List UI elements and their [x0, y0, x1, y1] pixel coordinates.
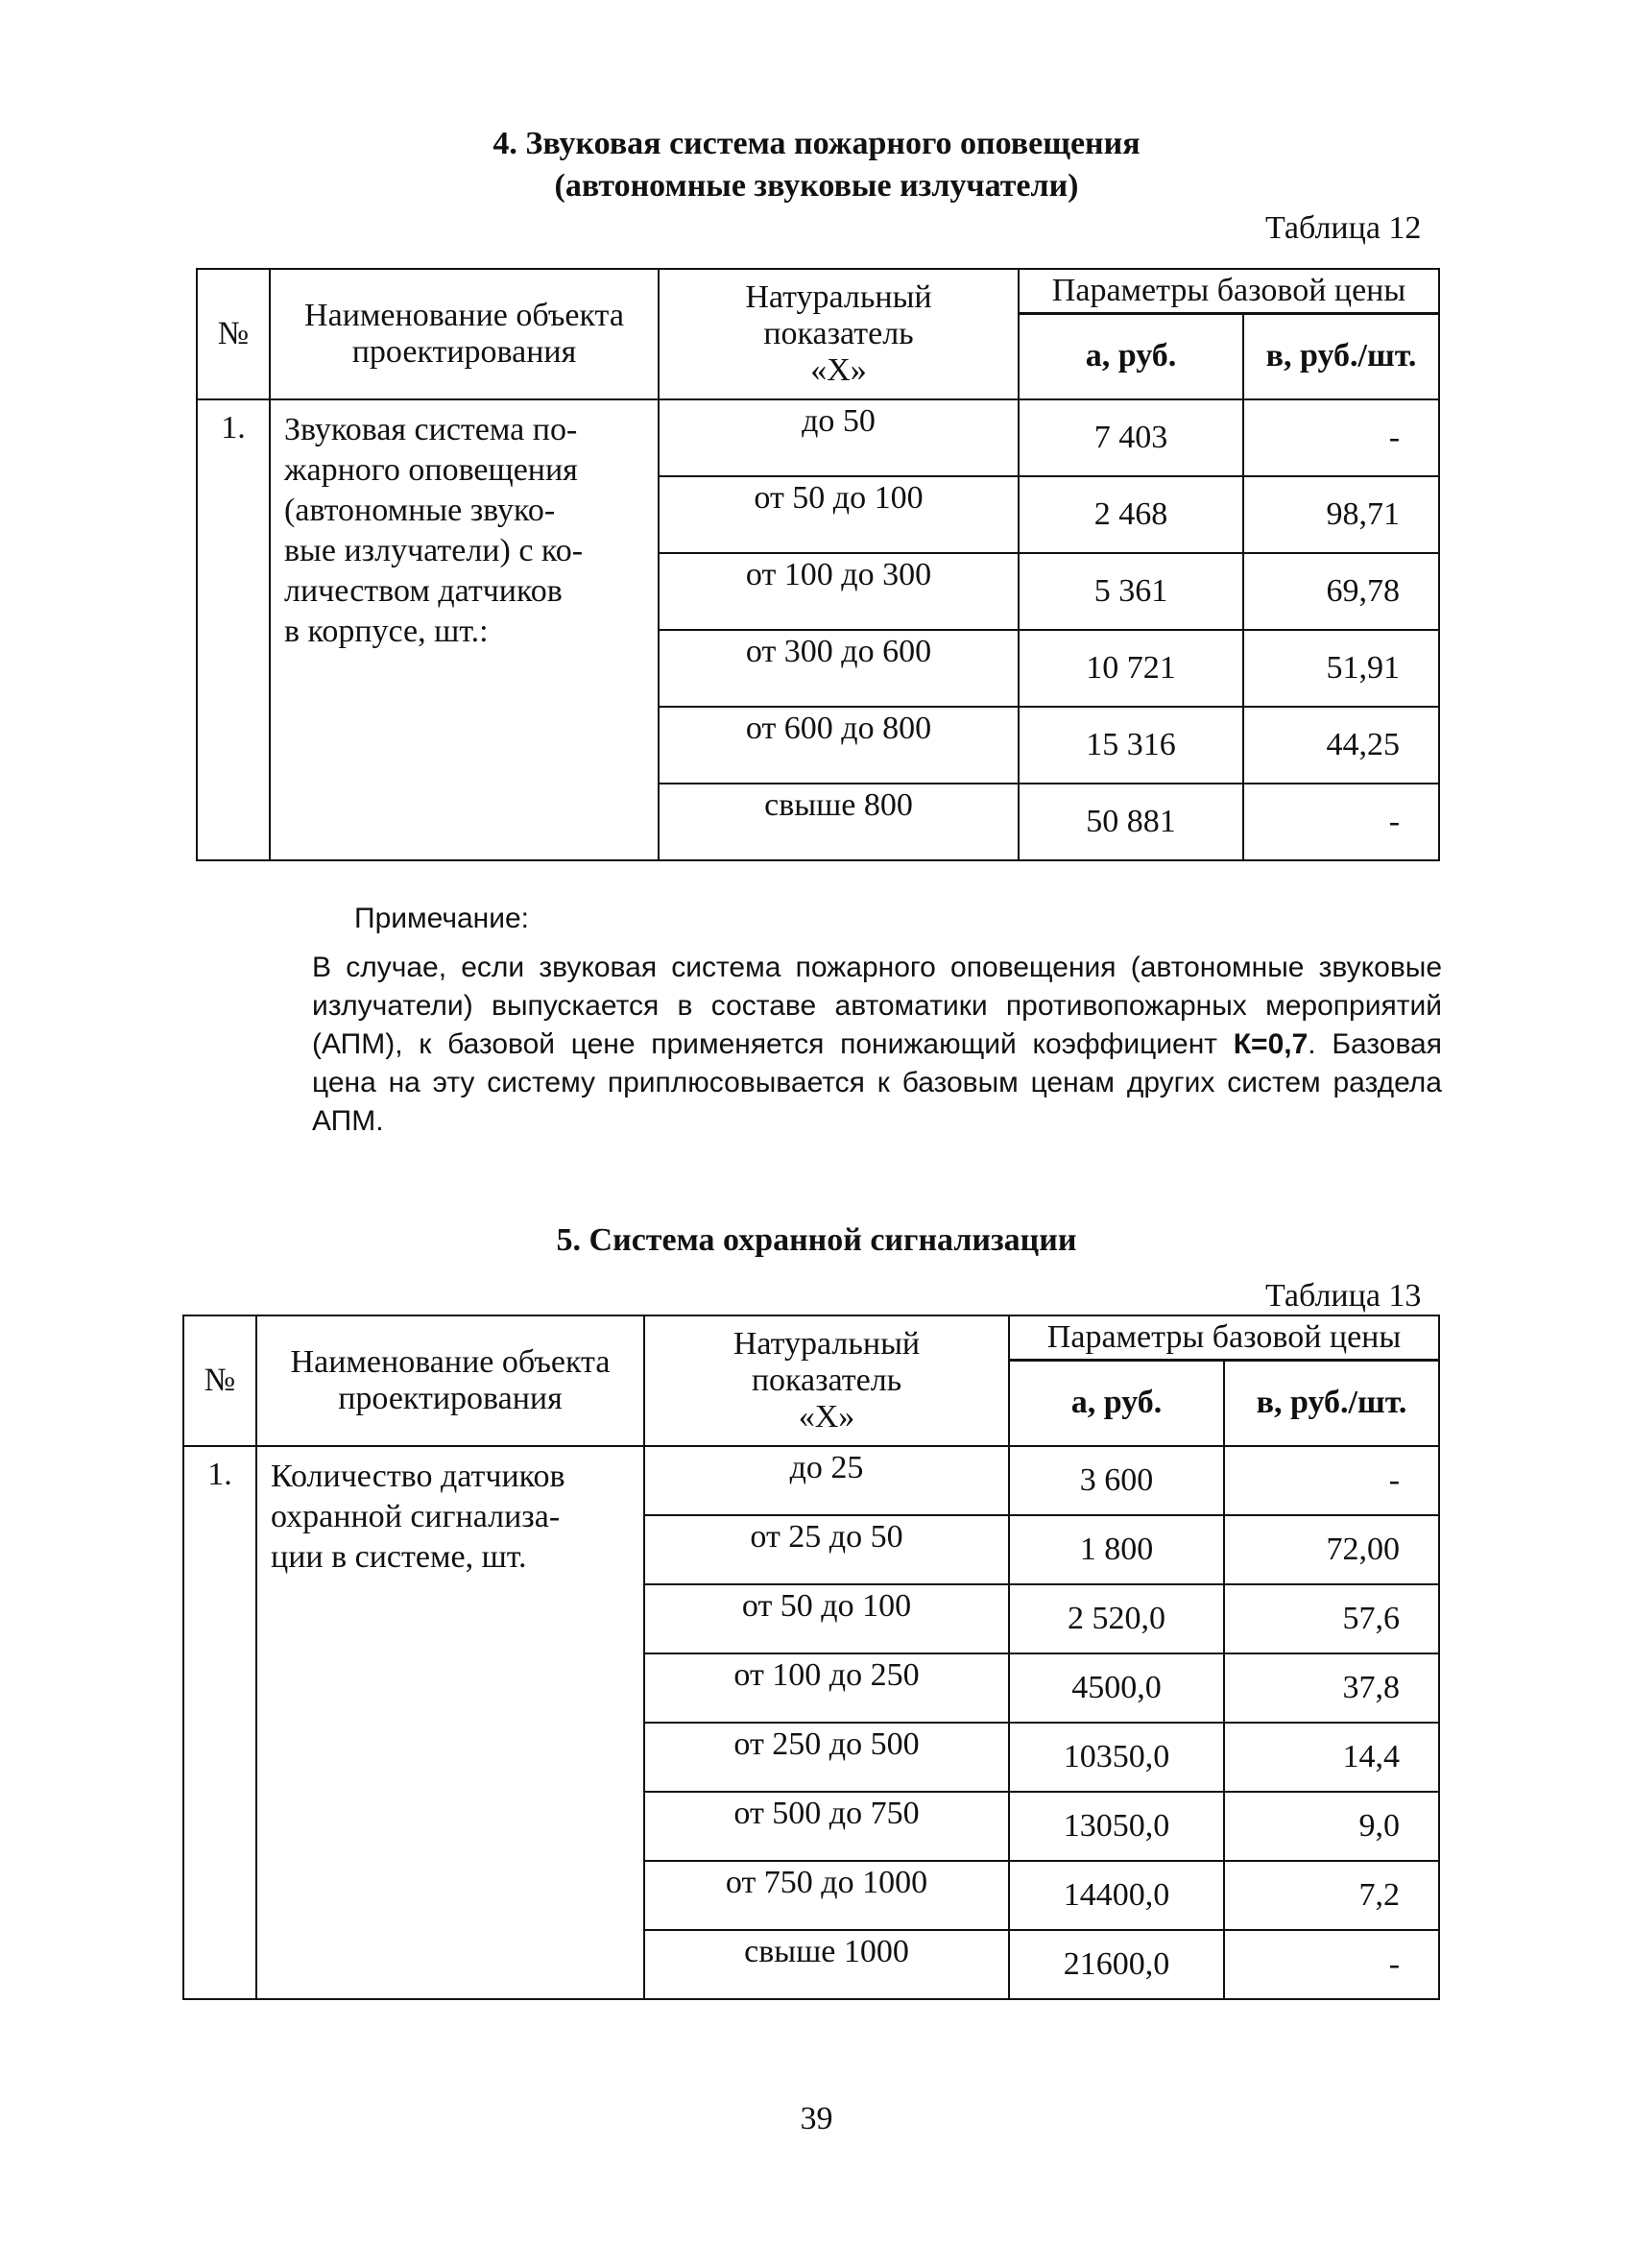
t12-name	[270, 399, 659, 860]
t12-a: 5 361	[1019, 553, 1243, 630]
t12-range: от 100 до 300	[659, 553, 1019, 630]
t13-b: 37,8	[1224, 1653, 1439, 1723]
header-params: Параметры базовой цены	[1019, 269, 1439, 313]
t13-range: от 250 до 500	[644, 1723, 1009, 1792]
header-name	[270, 269, 659, 399]
t13-a: 2 520,0	[1009, 1584, 1224, 1653]
t12-b: -	[1243, 784, 1439, 860]
header-name-l1: Наименование объекта	[290, 1344, 611, 1380]
t13-a: 4500,0	[1009, 1653, 1224, 1723]
section5-title: 5. Система охранной сигнализации	[556, 1222, 1077, 1258]
header-b: в, руб./шт.	[1224, 1360, 1439, 1446]
header-nat-l3: «Х»	[798, 1399, 855, 1435]
note-heading: Примечание:	[354, 903, 529, 934]
header-nat-l2: показатель	[751, 1363, 902, 1398]
t13-a: 10350,0	[1009, 1723, 1224, 1792]
header-num: №	[197, 269, 270, 399]
t13-b: -	[1224, 1446, 1439, 1515]
t12-name-line: личеством датчиков	[284, 573, 563, 609]
header-nat-l1: Натуральный	[732, 1326, 921, 1362]
t13-b: 72,00	[1224, 1515, 1439, 1584]
t12-a: 2 468	[1019, 476, 1243, 553]
header-params: Параметры базовой цены	[1009, 1315, 1439, 1360]
t13-range: от 750 до 1000	[644, 1861, 1009, 1930]
t12-range: свыше 800	[659, 784, 1019, 860]
header-num: №	[183, 1315, 256, 1446]
t13-name-line: Количество датчиков	[271, 1459, 565, 1494]
t13-name	[256, 1446, 644, 1999]
t13-index: 1.	[183, 1446, 256, 1999]
t12-b: 69,78	[1243, 553, 1439, 630]
note-coefficient: К=0,7	[1233, 1028, 1309, 1060]
header-a: а, руб.	[1009, 1360, 1224, 1446]
header-natural	[659, 269, 1019, 399]
header-b: в, руб./шт.	[1243, 313, 1439, 399]
t12-name-line: (автономные звуко-	[284, 493, 556, 528]
t13-a: 21600,0	[1009, 1930, 1224, 1999]
t12-index: 1.	[197, 399, 270, 860]
t13-name-line: охранной сигнализа-	[271, 1499, 561, 1534]
t13-range: до 25	[644, 1446, 1009, 1515]
t12-b: 98,71	[1243, 476, 1439, 553]
t13-range: от 100 до 250	[644, 1653, 1009, 1723]
t12-a: 7 403	[1019, 399, 1243, 476]
header-name	[256, 1315, 644, 1446]
t13-a: 1 800	[1009, 1515, 1224, 1584]
t13-range: от 500 до 750	[644, 1792, 1009, 1861]
t13-a: 3 600	[1009, 1446, 1224, 1515]
t12-a: 10 721	[1019, 630, 1243, 707]
t12-a: 50 881	[1019, 784, 1243, 860]
t12-name-line: Звуковая система по-	[284, 412, 578, 447]
t12-name-line: вые излучатели) с ко-	[284, 533, 584, 568]
t12-name-line: в корпусе, шт.:	[284, 614, 489, 649]
t12-range: от 600 до 800	[659, 707, 1019, 784]
t13-range: от 25 до 50	[644, 1515, 1009, 1584]
t13-b: -	[1224, 1930, 1439, 1999]
header-name-l2: проектирования	[338, 1381, 563, 1416]
t13-range: свыше 1000	[644, 1930, 1009, 1999]
section4-title-line1: 4. Звуковая система пожарного оповещения	[492, 126, 1141, 161]
header-nat-l2: показатель	[763, 316, 914, 351]
t13-range: от 50 до 100	[644, 1584, 1009, 1653]
header-nat-l3: «Х»	[810, 352, 867, 388]
header-natural	[644, 1315, 1009, 1446]
t13-a: 13050,0	[1009, 1792, 1224, 1861]
header-a: а, руб.	[1019, 313, 1243, 399]
t13-b: 7,2	[1224, 1861, 1439, 1930]
header-nat-l1: Натуральный	[745, 279, 932, 315]
t12-range: от 300 до 600	[659, 630, 1019, 707]
note-text-part2: . Базовая цена на эту систему приплюсовывается к базовым ценам других систем раздела АПМ.	[312, 1028, 1442, 1137]
note-text	[312, 949, 1442, 1141]
t12-b: 44,25	[1243, 707, 1439, 784]
t12-range: до 50	[659, 399, 1019, 476]
header-name-l2: проектирования	[351, 334, 577, 370]
table12-label: Таблица 12	[1265, 210, 1422, 246]
note-text-part1: В случае, если звуковая система пожарного оповещения (автономные звуковые излучатели) выпускается в составе автоматики противопожарных мероприятий (АПМ), к базовой цене применяется понижающий коэффициент	[312, 952, 1442, 1060]
t13-a: 14400,0	[1009, 1861, 1224, 1930]
t13-b: 57,6	[1224, 1584, 1439, 1653]
t12-b: 51,91	[1243, 630, 1439, 707]
table13-label: Таблица 13	[1265, 1278, 1422, 1314]
t12-a: 15 316	[1019, 707, 1243, 784]
t12-range: от 50 до 100	[659, 476, 1019, 553]
t12-name-line: жарного оповещения	[284, 452, 578, 488]
t12-b: -	[1243, 399, 1439, 476]
t13-b: 9,0	[1224, 1792, 1439, 1861]
header-name-l1: Наименование объекта	[304, 298, 624, 333]
section4-title-line2: (автономные звуковые излучатели)	[554, 168, 1079, 204]
table13	[182, 1315, 1440, 2000]
t13-b: 14,4	[1224, 1723, 1439, 1792]
t13-name-line: ции в системе, шт.	[271, 1539, 527, 1575]
page-number: 39	[800, 2101, 833, 2136]
table12	[196, 268, 1440, 861]
